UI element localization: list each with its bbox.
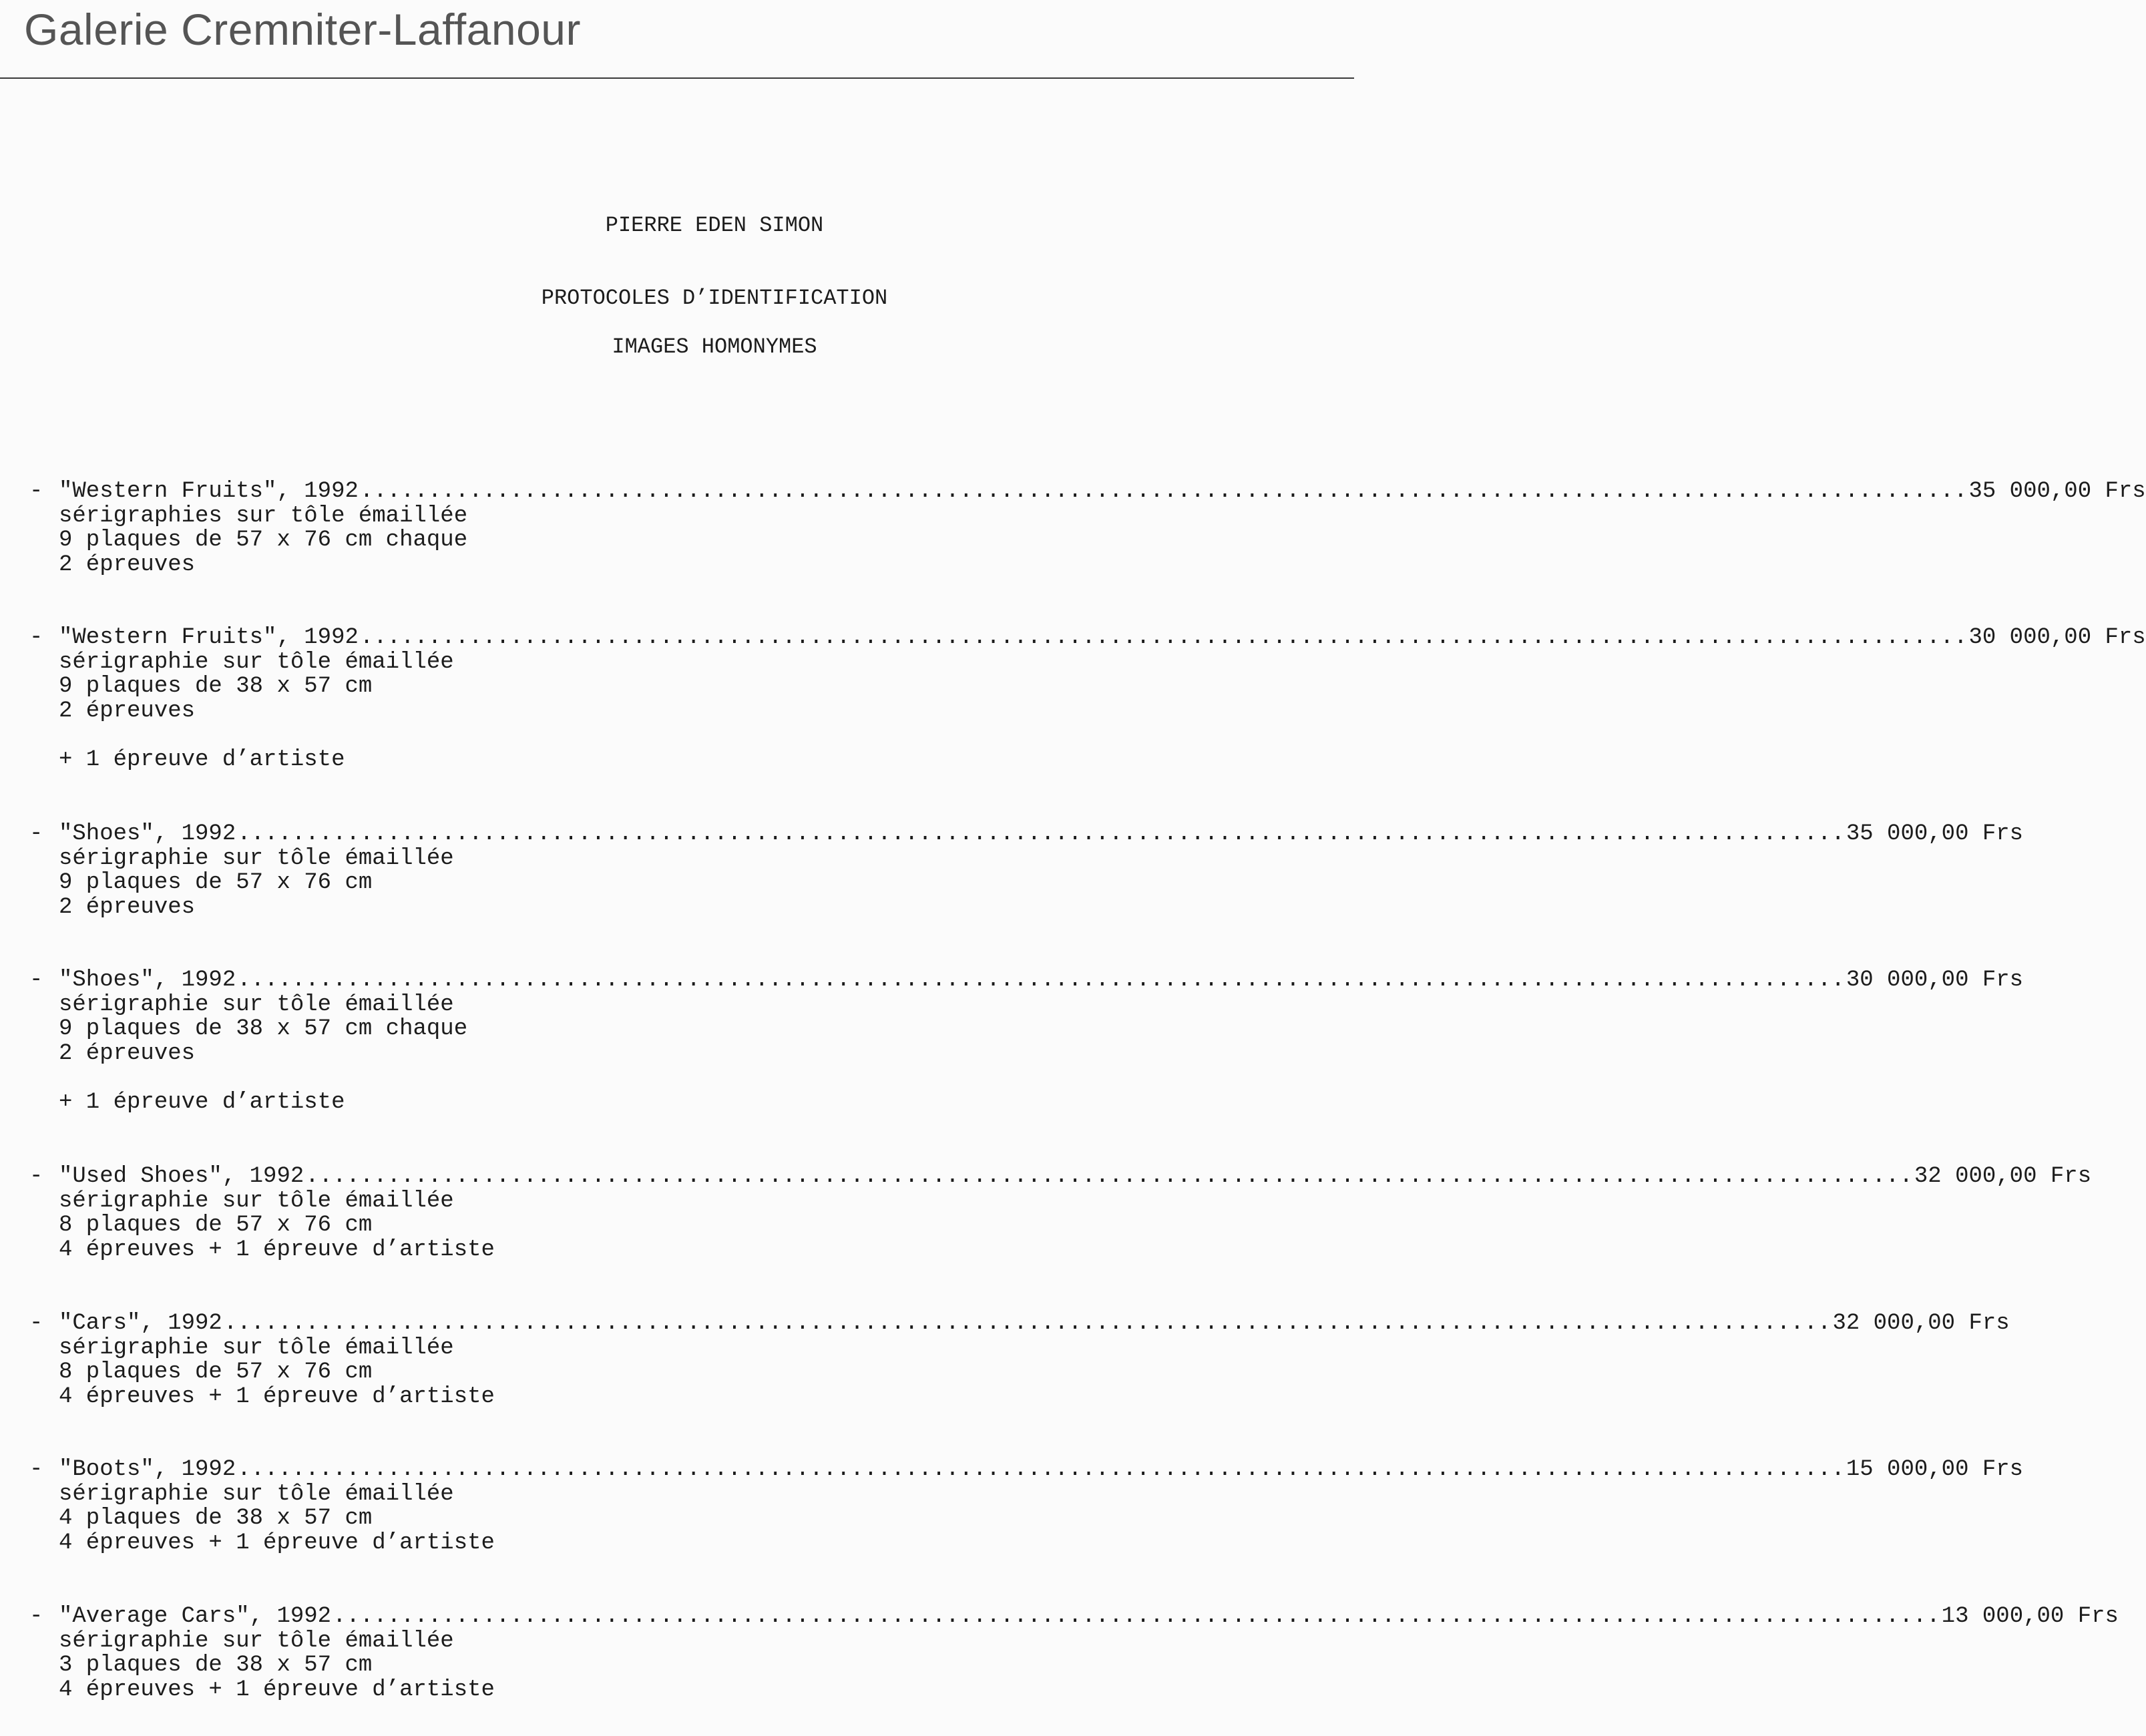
list-dash: - xyxy=(29,1164,43,1189)
dot-leader: ...................................................................................................................... xyxy=(359,479,1968,504)
artwork-editions: 2 épreuves xyxy=(59,1040,196,1066)
document-title: PROTOCOLES D’IDENTIFICATION xyxy=(541,286,888,310)
artist-proof-note: + 1 épreuve d’artiste xyxy=(59,1089,345,1115)
artwork-price: 15 000,00 Frs xyxy=(1846,1457,2024,1482)
artwork-title: "Shoes", 1992 xyxy=(59,967,236,993)
artwork-editions: 4 épreuves + 1 épreuve d’artiste xyxy=(59,1677,495,1703)
artwork-price: 13 000,00 Frs xyxy=(1941,1604,2119,1629)
artwork-title: "Shoes", 1992 xyxy=(59,821,236,847)
artwork-title: "Cars", 1992 xyxy=(59,1311,222,1336)
artwork-entry xyxy=(29,1164,2092,1263)
artwork-plates: 9 plaques de 38 x 57 cm chaque xyxy=(59,1016,468,1042)
artwork-title: "Western Fruits", 1992 xyxy=(59,479,359,504)
artwork-price: 35 000,00 Frs xyxy=(1968,479,2146,504)
artwork-entry xyxy=(29,1457,2024,1556)
artwork-editions: 4 épreuves + 1 épreuve d’artiste xyxy=(59,1383,495,1409)
artwork-technique: sérigraphie sur tôle émaillée xyxy=(59,1628,454,1654)
list-dash: - xyxy=(29,625,43,650)
list-dash: - xyxy=(29,1311,43,1336)
letterhead xyxy=(0,0,1354,79)
artwork-technique: sérigraphie sur tôle émaillée xyxy=(59,1335,454,1361)
dot-leader: ...................................................................................................................... xyxy=(359,625,1968,650)
artwork-entry xyxy=(29,1604,2119,1703)
artwork-price: 32 000,00 Frs xyxy=(1914,1164,2092,1189)
artwork-editions: 4 épreuves + 1 épreuve d’artiste xyxy=(59,1237,495,1263)
artwork-title: "Western Fruits", 1992 xyxy=(59,625,359,650)
artwork-entry xyxy=(29,479,2146,578)
artwork-title: "Used Shoes", 1992 xyxy=(59,1164,304,1189)
artwork-price: 30 000,00 Frs xyxy=(1846,967,2024,993)
artwork-technique: sérigraphie sur tôle émaillée xyxy=(59,1481,454,1507)
gallery-name: Galerie Cremniter-Laffanour xyxy=(24,5,581,54)
artwork-technique: sérigraphie sur tôle émaillée xyxy=(59,845,454,871)
artwork-plates: 9 plaques de 57 x 76 cm xyxy=(59,870,373,895)
artwork-entry xyxy=(29,625,2146,773)
list-dash: - xyxy=(29,1457,43,1482)
artist-name: PIERRE EDEN SIMON xyxy=(605,213,824,238)
artwork-plates: 8 plaques de 57 x 76 cm xyxy=(59,1359,373,1385)
list-dash: - xyxy=(29,1604,43,1629)
artwork-editions: 2 épreuves xyxy=(59,894,196,920)
artwork-editions: 2 épreuves xyxy=(59,552,196,578)
list-dash: - xyxy=(29,479,43,504)
artwork-plates: 8 plaques de 57 x 76 cm xyxy=(59,1213,373,1238)
entry-heading-line xyxy=(29,821,2024,847)
entry-heading-line xyxy=(29,1604,2119,1629)
dot-leader: ...................................................................................................................... xyxy=(305,1164,1913,1189)
list-dash: - xyxy=(29,967,43,993)
artwork-technique: sérigraphie sur tôle émaillée xyxy=(59,992,454,1018)
artwork-price: 30 000,00 Frs xyxy=(1968,625,2146,650)
artwork-entry xyxy=(29,1311,2010,1409)
artwork-title: "Average Cars", 1992 xyxy=(59,1604,332,1629)
entry-heading-line xyxy=(29,1457,2024,1482)
artwork-plates: 9 plaques de 38 x 57 cm xyxy=(59,674,373,699)
entry-heading-line xyxy=(29,1164,2092,1189)
document-subtitle: IMAGES HOMONYMES xyxy=(612,335,817,359)
artwork-plates: 9 plaques de 57 x 76 cm chaque xyxy=(59,527,468,553)
artwork-price: 32 000,00 Frs xyxy=(1832,1311,2010,1336)
artwork-entry xyxy=(29,967,2024,1115)
artwork-technique: sérigraphie sur tôle émaillée xyxy=(59,1188,454,1214)
artwork-price: 35 000,00 Frs xyxy=(1846,821,2024,847)
dot-leader: ...................................................................................................................... xyxy=(237,1457,1845,1482)
artist-proof-note: + 1 épreuve d’artiste xyxy=(59,746,345,773)
artwork-technique: sérigraphies sur tôle émaillée xyxy=(59,503,468,529)
artwork-plates: 4 plaques de 38 x 57 cm xyxy=(59,1506,373,1531)
entry-heading-line xyxy=(29,967,2024,993)
artwork-editions: 4 épreuves + 1 épreuve d’artiste xyxy=(59,1530,495,1556)
artwork-technique: sérigraphie sur tôle émaillée xyxy=(59,649,454,675)
entry-heading-line xyxy=(29,479,2146,504)
artwork-plates: 3 plaques de 38 x 57 cm xyxy=(59,1653,373,1678)
artwork-editions: 2 épreuves xyxy=(59,698,196,724)
dot-leader: ...................................................................................................................... xyxy=(237,967,1845,993)
list-dash: - xyxy=(29,821,43,847)
artwork-title: "Boots", 1992 xyxy=(59,1457,236,1482)
dot-leader: ...................................................................................................................... xyxy=(223,1311,1832,1336)
entry-heading-line xyxy=(29,625,2146,650)
entry-heading-line xyxy=(29,1311,2010,1336)
dot-leader: ...................................................................................................................... xyxy=(237,821,1845,847)
artwork-entry xyxy=(29,821,2024,920)
dot-leader: ...................................................................................................................... xyxy=(333,1604,1940,1629)
